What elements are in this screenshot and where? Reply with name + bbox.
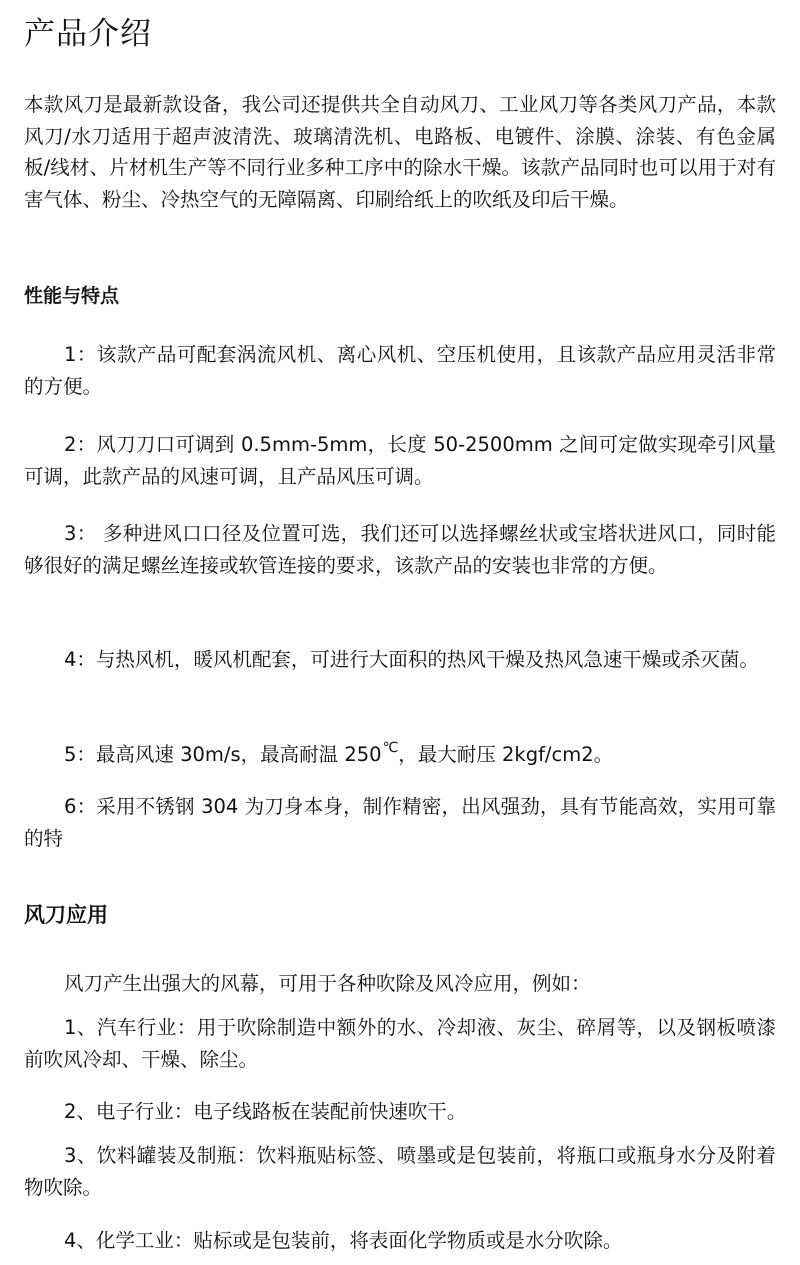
applications-intro: 风刀产生出强大的风幕，可用于各种吹除及风冷应用，例如： (64, 972, 591, 995)
intro-paragraph: 本款风刀是最新款设备，我公司还提供共全自动风刀、工业风刀等各类风刀产品，本款风刀/水刀适用于超声波清洗、玻璃清洗机、电路板、电镀件、涂膜、涂装、有色金属板/线材、片材机生产等不同行业多种工序中的除水干燥。该款产品同时也可以用于对有害气体、粉尘、冷热空气的无障隔离、印刷给纸上的吹纸及印后干燥。 (24, 93, 776, 211)
feature-item-3: 3： 多种进风口口径及位置可选，我们还可以选择螺丝状或宝塔状进风口，同时能够很好的满足螺丝连接或软管连接的要求，该款产品的安装也非常的方便。 (24, 522, 776, 577)
features-heading: 性能与特点 (24, 285, 120, 307)
feature-item-2: 2：风刀刀口可调到 0.5mm-5mm，长度 50-2500mm 之间可定做实现牵引风量可调，此款产品的风速可调，且产品风压可调。 (24, 433, 776, 488)
feature-item-1: 1：该款产品可配套涡流风机、离心风机、空压机使用，且该款产品应用灵活非常的方便。 (24, 343, 776, 398)
application-item-1: 1、汽车行业：用于吹除制造中额外的水、冷却液、灰尘、碎屑等，以及钢板喷漆前吹风冷却、干燥、除尘。 (24, 1016, 776, 1071)
application-item-3: 3、饮料罐装及制瓶：饮料瓶贴标签、喷墨或是包装前，将瓶口或瓶身水分及附着物吹除。 (24, 1144, 776, 1199)
feature-item-5-after: ，最大耐压 2kgf/cm2。 (398, 743, 614, 766)
feature-item-5 (24, 733, 776, 771)
feature-item-4: 4：与热风机，暖风机配套，可进行大面积的热风干燥及热风急速干燥或杀灭菌。 (64, 648, 759, 671)
degree-symbol: ℃ (382, 740, 399, 756)
application-item-4: 4、化学工业：贴标或是包装前，将表面化学物质或是水分吹除。 (64, 1229, 623, 1252)
page-title: 产品介绍 (24, 16, 152, 52)
applications-heading: 风刀应用 (24, 903, 108, 927)
application-item-2: 2、电子行业：电子线路板在装配前快速吹干。 (64, 1100, 467, 1123)
feature-item-6: 6：采用不锈钢 304 为刀身本身，制作精密，出风强劲，具有节能高效，实用可靠的特 (24, 795, 776, 850)
feature-item-5-before: 5：最高风速 30m/s，最高耐温 250 (64, 743, 382, 766)
